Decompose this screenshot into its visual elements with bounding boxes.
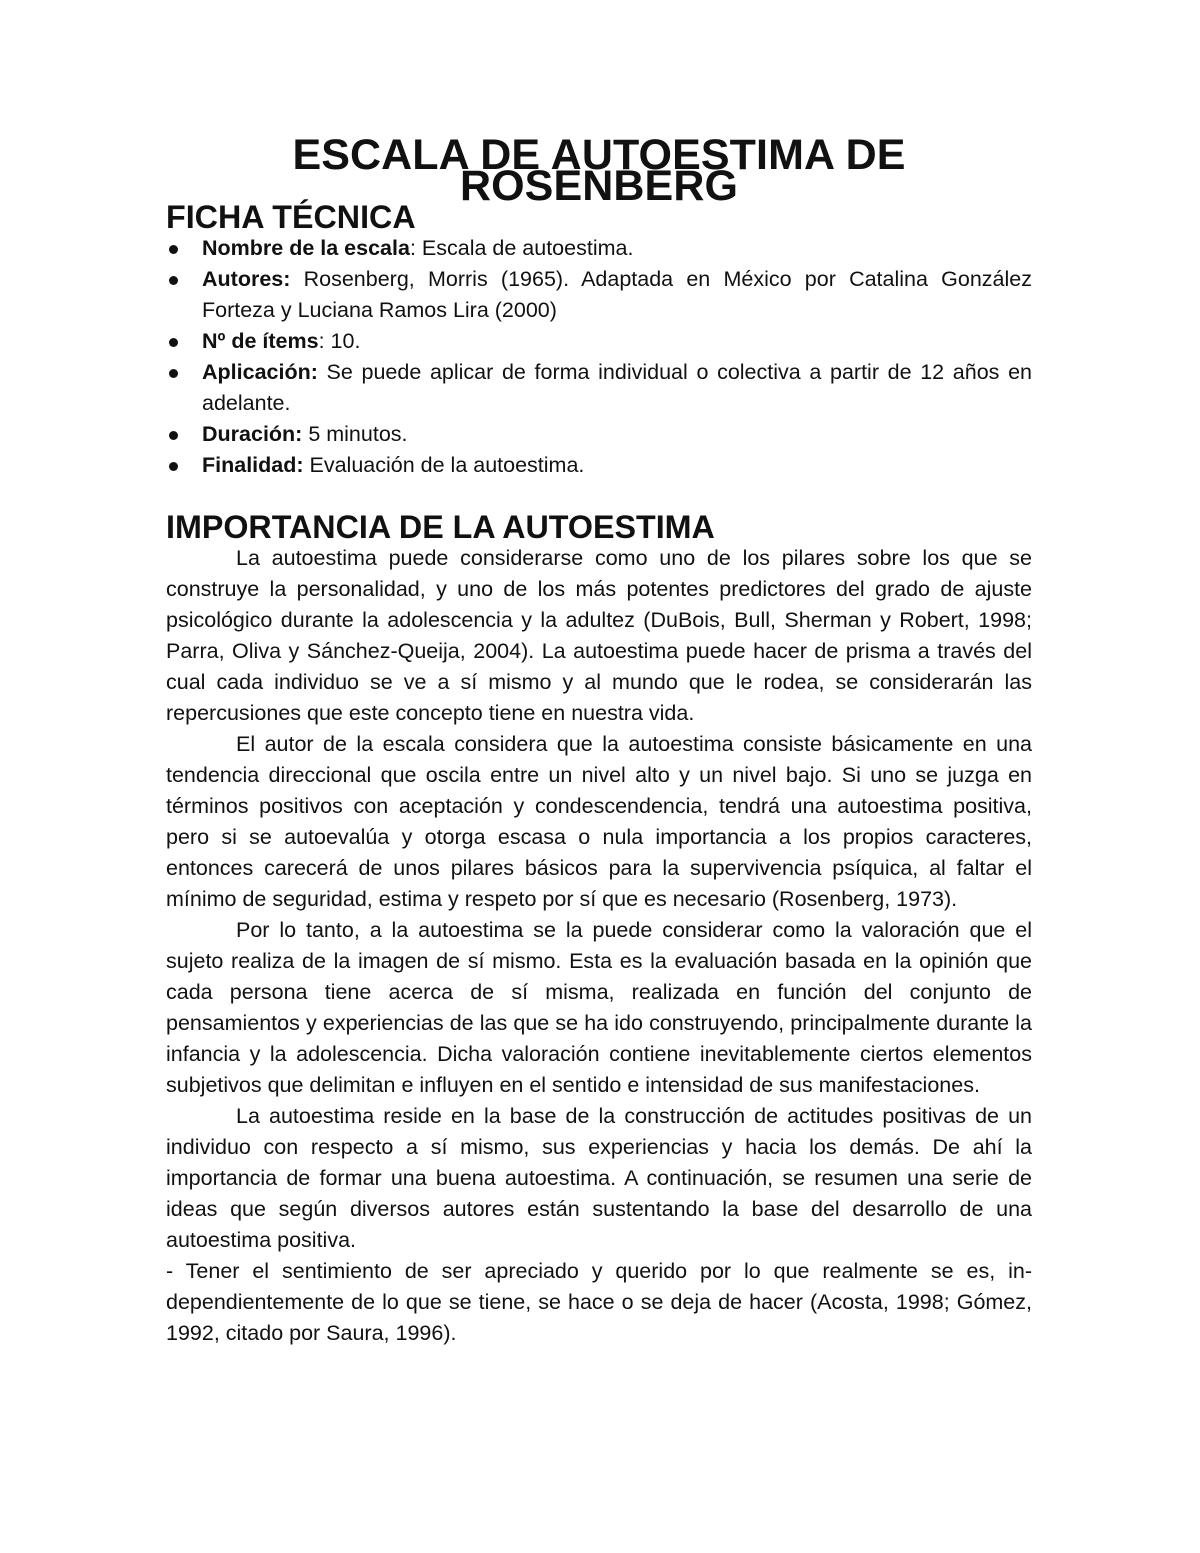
ficha-item-duracion	[166, 419, 1032, 450]
ficha-item-aplicacion	[166, 357, 1032, 419]
ficha-item-nombre	[166, 233, 1032, 264]
blank-line	[166, 481, 1032, 512]
ficha-value: Rosenberg, Morris (1965). Adaptada en México por Catalina González Forteza y Luciana Ramos Lira (2000)	[202, 267, 1032, 322]
bullet-icon	[169, 369, 178, 378]
ficha-item-finalidad	[166, 450, 1032, 481]
ficha-term: Duración:	[202, 422, 303, 446]
ficha-value: Escala de autoestima.	[415, 236, 634, 260]
document-title: ESCALA DE AUTOESTIMA DE ROSENBERG	[292, 131, 906, 210]
ficha-separator: :	[318, 329, 325, 353]
ficha-separator: :	[409, 236, 416, 260]
ficha-term: Nº de ítems	[202, 329, 319, 353]
bullet-icon	[169, 245, 178, 254]
ficha-value: Evaluación de la autoestima.	[303, 453, 585, 477]
document-page	[166, 131, 1032, 1349]
importancia-paragraph-4: La autoestima reside en la base de la construcción de actitudes positivas de un individuo con respecto a sí mismo, sus experiencias y hacia los demás. De ahí la importancia de formar una buena autoestima. A continuación, se resumen una serie de ideas que según diversos autores están sustentando la base del desarrollo de una autoestima positiva.	[166, 1104, 1032, 1252]
importancia-dash-item: - Tener el sentimiento de ser apreciado y querido por lo que realmente se es, in-dependientemente de lo que se tiene, se hace o se deja de hacer (Acosta, 1998; Gómez, 1992, citado por Saura, 1996).	[166, 1259, 1032, 1345]
ficha-item-items	[166, 326, 1032, 357]
ficha-tecnica-heading: FICHA TÉCNICA	[166, 199, 416, 235]
importancia-paragraph-1: La autoestima puede considerarse como uno de los pilares sobre los que se construye la personalidad, y uno de los más potentes predictores del grado de ajuste psicológico durante la adolescencia y la adultez (DuBois, Bull, Sherman y Robert, 1998; Parra, Oliva y Sánchez-Queija, 2004). La autoestima puede hacer de prisma a través del cual cada individuo se ve a sí mismo y al mundo que le rodea, se considerarán las repercusiones que este concepto tiene en nuestra vida.	[166, 546, 1032, 725]
ficha-tecnica-list	[166, 233, 1032, 481]
ficha-term: Finalidad:	[202, 453, 304, 477]
ficha-term: Nombre de la escala	[202, 236, 410, 260]
ficha-item-autores	[166, 264, 1032, 326]
bullet-icon	[169, 338, 178, 347]
ficha-value: 5 minutos.	[302, 422, 408, 446]
ficha-value: 10.	[324, 329, 361, 353]
bullet-icon	[169, 431, 178, 440]
importancia-paragraph-2: El autor de la escala considera que la autoestima consiste básicamente en una tendencia direccional que oscila entre un nivel alto y un nivel bajo. Si uno se juzga en términos positivos con aceptación y condescendencia, tendrá una autoestima positiva, pero si se autoevalúa y otorga escasa o nula importancia a los propios caracteres, entonces carecerá de unos pilares básicos para la supervivencia psíquica, al faltar el mínimo de seguridad, estima y respeto por sí que es necesario (Rosenberg, 1973).	[166, 732, 1032, 911]
bullet-icon	[169, 276, 178, 285]
bullet-icon	[169, 462, 178, 471]
ficha-term: Autores:	[202, 267, 291, 291]
importancia-heading: IMPORTANCIA DE LA AUTOESTIMA	[166, 509, 715, 545]
importancia-paragraph-3: Por lo tanto, a la autoestima se la puede considerar como la valoración que el sujeto realiza de la imagen de sí mismo. Esta es la evaluación basada en la opinión que cada persona tiene acerca de sí misma, realizada en función del conjunto de pensamientos y experiencias de las que se ha ido construyendo, principalmente durante la infancia y la adolescencia. Dicha valoración contiene inevitablemente ciertos elementos subjetivos que delimitan e influyen en el sentido e intensidad de sus manifestaciones.	[166, 918, 1032, 1097]
ficha-value: Se puede aplicar de forma individual o colectiva a partir de 12 años en adelante.	[202, 360, 1032, 415]
ficha-term: Aplicación:	[202, 360, 318, 384]
